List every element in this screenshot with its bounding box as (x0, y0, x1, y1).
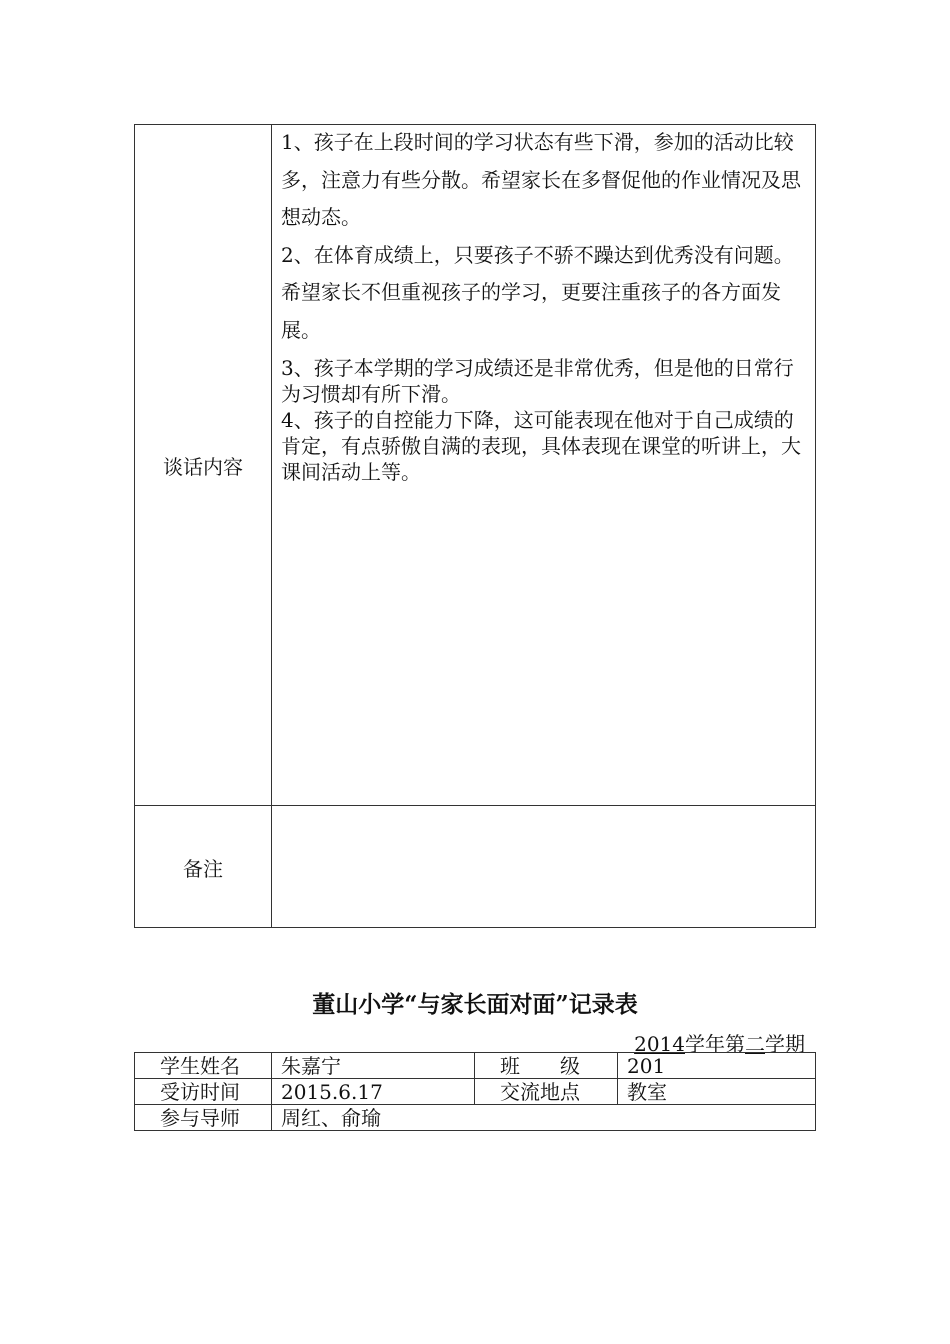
talk-paragraph-4: 4、孩子的自控能力下降，这可能表现在他对于自己成绩的肯定，有点骄傲自满的表现，具体表现在课堂的听讲上，大课间活动上等。 (281, 408, 801, 484)
student-info-table (134, 1052, 816, 1131)
talk-content-label: 谈话内容 (163, 455, 243, 479)
talk-paragraph-1: 1、孩子在上段时间的学习状态有些下滑，参加的活动比较多，注意力有些分散。希望家长在多督促他的作业情况及思想动态。 (281, 130, 801, 229)
column-divider (617, 1053, 618, 1104)
term-end: 学期 (765, 1032, 805, 1056)
term-number: 二 (745, 1032, 765, 1056)
student-name-value: 朱嘉宁 (281, 1054, 341, 1078)
row-divider (135, 805, 815, 806)
term-mid: 学年第 (685, 1032, 745, 1056)
term-year: 2014 (634, 1032, 685, 1056)
form-title: 董山小学“与家长面对面”记录表 (312, 991, 638, 1018)
student-name-label: 学生姓名 (160, 1054, 240, 1078)
column-divider (271, 125, 272, 927)
visit-time-value: 2015.6.17 (281, 1080, 383, 1104)
class-value: 201 (627, 1054, 666, 1078)
mentor-value: 周红、俞瑜 (281, 1106, 381, 1130)
talk-paragraph-3: 3、孩子本学期的学习成绩还是非常优秀，但是他的日常行为习惯却有所下滑。 (281, 356, 794, 406)
talk-paragraph-2: 2、在体育成绩上，只要孩子不骄不躁达到优秀没有问题。希望家长不但重视孩子的学习，更要注重孩子的各方面发展。 (281, 242, 794, 342)
notes-label: 备注 (183, 857, 223, 881)
visit-time-label: 受访时间 (160, 1080, 240, 1104)
column-divider (474, 1053, 475, 1104)
mentor-label: 参与导师 (160, 1106, 240, 1130)
talk-record-table (134, 124, 816, 928)
class-label: 班 级 (500, 1054, 580, 1078)
location-label: 交流地点 (500, 1080, 580, 1104)
location-value: 教室 (627, 1080, 667, 1104)
column-divider (271, 1053, 272, 1130)
talk-content (281, 125, 811, 485)
